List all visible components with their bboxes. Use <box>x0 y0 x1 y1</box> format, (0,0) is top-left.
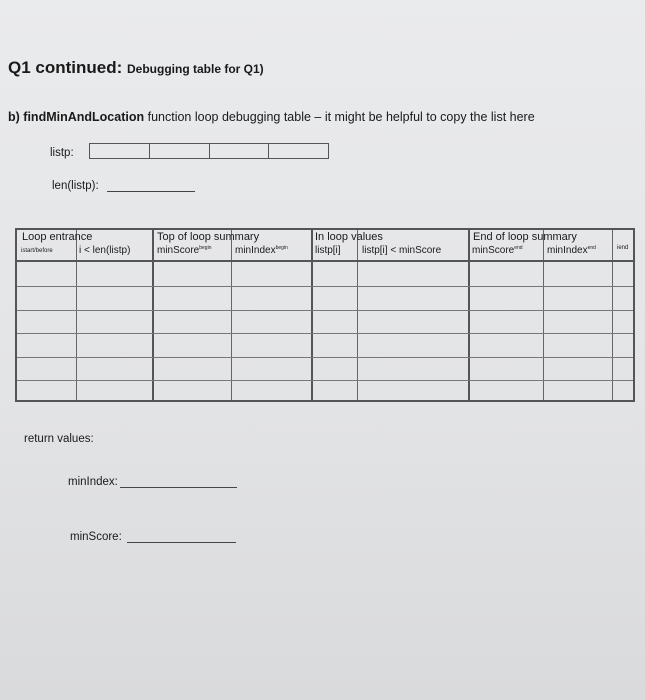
minindex-answer-line[interactable] <box>120 487 237 488</box>
page-title <box>8 58 264 78</box>
len-answer-line[interactable] <box>107 191 195 192</box>
header-divider <box>17 260 633 262</box>
col-divider <box>543 230 544 400</box>
group-divider <box>152 230 154 400</box>
part-b-label: b) <box>8 110 20 124</box>
function-name: findMinAndLocation <box>23 110 145 124</box>
col-divider <box>231 230 232 400</box>
row-divider <box>17 333 633 334</box>
minindex-label: minIndex: <box>68 476 118 488</box>
title-main: Q1 continued: <box>8 58 123 77</box>
group-header-entrance: Loop entrance <box>22 231 93 243</box>
row-divider <box>17 286 633 287</box>
group-header-end: End of loop summary <box>473 231 577 243</box>
col-header-minindex-end: minIndex$^{end}$ <box>547 245 596 256</box>
col-header-condition: i < len(listp) <box>79 245 131 256</box>
title-sub: Debugging table for Q1) <box>127 62 264 76</box>
col-header-minscore-end: minScore$^{end}$ <box>472 245 523 256</box>
part-b-text: function loop debugging table – it might be helpful to copy the list here <box>147 110 535 124</box>
col-header-compare: listp[i] < minScore <box>362 245 442 256</box>
col-divider <box>76 230 77 400</box>
row-divider <box>17 310 633 311</box>
group-divider <box>468 230 470 400</box>
listp-label: listp: <box>50 147 74 159</box>
row-divider <box>17 380 633 381</box>
col-header-listp-i: listp[i] <box>315 245 341 256</box>
col-divider <box>357 230 358 400</box>
col-header-minindex-begin: minIndex$^{begin}$ <box>235 245 288 256</box>
group-divider <box>311 230 313 400</box>
return-values-label: return values: <box>24 433 94 445</box>
listp-box[interactable] <box>150 144 210 158</box>
col-divider <box>612 230 613 400</box>
part-b-prompt <box>8 110 535 124</box>
col-header-minscore-begin: minScore$^{begin}$ <box>157 245 212 256</box>
col-header-i-end: iend <box>617 245 629 251</box>
col-header-i-start: istart/before <box>21 248 53 254</box>
listp-boxes[interactable] <box>89 143 329 159</box>
group-header-top: Top of loop summary <box>157 231 260 243</box>
listp-box[interactable] <box>90 144 150 158</box>
listp-box[interactable] <box>210 144 270 158</box>
len-label: len(listp): <box>52 180 99 192</box>
group-header-inloop: In loop values <box>315 231 383 243</box>
row-divider <box>17 357 633 358</box>
debugging-table <box>15 228 635 402</box>
minscore-label: minScore: <box>70 531 122 543</box>
listp-box[interactable] <box>269 144 328 158</box>
minscore-answer-line[interactable] <box>127 542 236 543</box>
